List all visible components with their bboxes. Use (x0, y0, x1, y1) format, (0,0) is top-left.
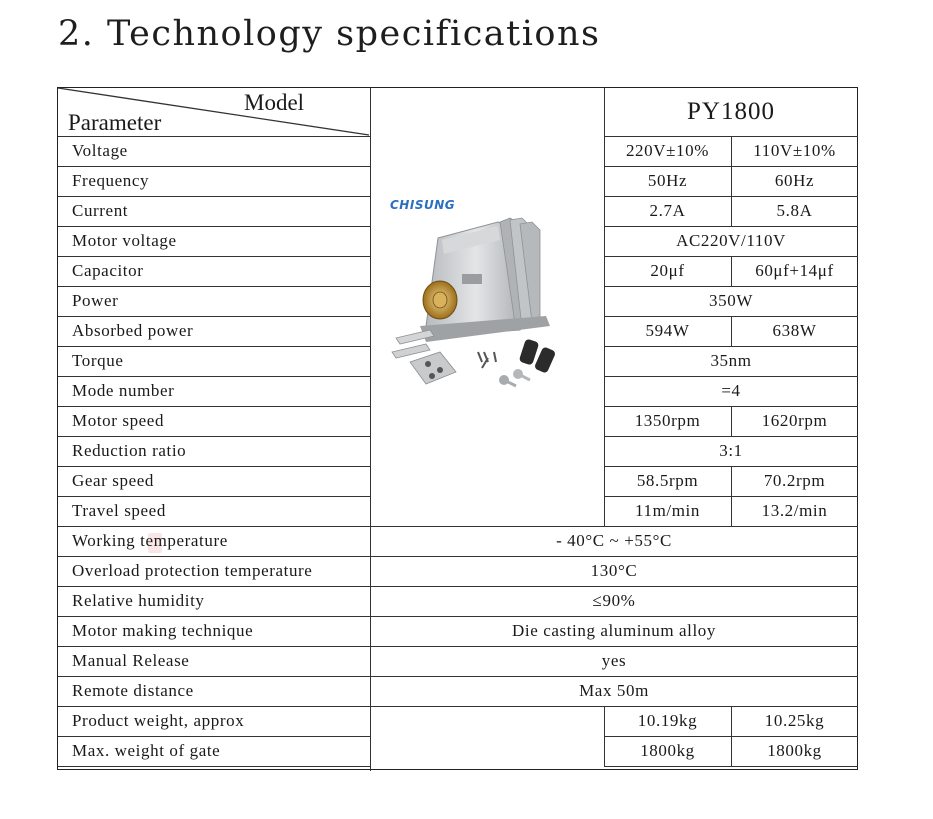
spec-value-220v: 1350rpm (634, 411, 701, 430)
parameter-label: Remote distance (72, 681, 194, 700)
parameter-label: Overload protection temperature (72, 561, 313, 580)
spec-value: Die casting aluminum alloy (512, 621, 716, 640)
parameter-label: Travel speed (72, 501, 166, 520)
parameter-label: Reduction ratio (72, 441, 187, 460)
spec-value-110v: 13.2/min (761, 501, 828, 520)
spec-value-220v: 20μf (650, 261, 685, 280)
motor-body (420, 218, 550, 342)
spec-value-110v: 1620rpm (761, 411, 828, 430)
parameter-label: Current (72, 201, 129, 220)
header-diagonal-divider (58, 88, 370, 136)
spec-value: 35nm (710, 351, 752, 370)
spec-value: 3:1 (719, 441, 743, 460)
value-divider (731, 166, 732, 196)
spec-value-220v: 11m/min (635, 501, 700, 520)
model-name: PY1800 (687, 98, 775, 125)
spec-value: ≤90% (592, 591, 636, 610)
drive-gear (423, 281, 457, 319)
product-image (370, 90, 603, 527)
value-divider (731, 256, 732, 286)
value-divider (731, 136, 732, 166)
parameter-label: Motor voltage (72, 231, 177, 250)
page-title: 2. Technology specifications (58, 14, 601, 54)
parameter-label: Manual Release (72, 651, 190, 670)
value-divider (731, 496, 732, 526)
value-divider (731, 736, 732, 766)
parameter-label: Voltage (72, 141, 128, 160)
row-divider (604, 766, 858, 767)
parameter-label: Mode number (72, 381, 175, 400)
spec-value-110v: 5.8A (776, 201, 813, 220)
spec-value-220v: 58.5rpm (636, 471, 699, 490)
parameter-label: Working temperature (72, 531, 228, 550)
parameter-label: Power (72, 291, 119, 310)
remote-controls (519, 338, 557, 373)
parameter-label: Relative humidity (72, 591, 205, 610)
parameter-label: Motor making technique (72, 621, 254, 640)
spec-value-110v: 1800kg (767, 741, 822, 760)
parameter-label: Max. weight of gate (72, 741, 221, 760)
brand-logo: CHISUNG (390, 198, 456, 212)
spec-value-220v: 220V±10% (625, 141, 710, 160)
screws (478, 352, 496, 368)
value-divider (731, 406, 732, 436)
value-divider (731, 706, 732, 736)
base-plate (410, 352, 456, 384)
parameter-label: Frequency (72, 171, 150, 190)
value-divider (731, 196, 732, 226)
value-divider (731, 466, 732, 496)
gate-opener-motor-image (370, 90, 603, 527)
value-divider (731, 316, 732, 346)
spec-value-110v: 110V±10% (753, 141, 836, 160)
spec-value: - 40°C ~ +55°C (556, 531, 672, 550)
keys (499, 369, 530, 386)
spec-value-220v: 1800kg (640, 741, 695, 760)
spec-value-220v: 10.19kg (637, 711, 698, 730)
model-header-label: Model (244, 90, 305, 115)
spec-value: yes (601, 651, 627, 670)
parameter-label: Absorbed power (72, 321, 194, 340)
spec-value-220v: 2.7A (649, 201, 686, 220)
parameter-label: Capacitor (72, 261, 144, 280)
column-divider (604, 706, 605, 766)
spec-value-110v: 60μf+14μf (755, 261, 834, 280)
spec-value: Max 50m (579, 681, 649, 700)
parameter-header-label: Parameter (68, 110, 162, 135)
row-divider (58, 766, 370, 767)
spec-value: =4 (721, 381, 741, 400)
spec-value-110v: 70.2rpm (763, 471, 826, 490)
spec-value: 130°C (590, 561, 638, 580)
parameter-label: Gear speed (72, 471, 154, 490)
spec-value-220v: 594W (645, 321, 690, 340)
parameter-label: Torque (72, 351, 124, 370)
spec-value-110v: 638W (772, 321, 817, 340)
spec-value-110v: 60Hz (774, 171, 815, 190)
spec-value: AC220V/110V (676, 231, 786, 250)
spec-value-110v: 10.25kg (764, 711, 825, 730)
mounting-brackets (392, 330, 434, 358)
parameter-label: Product weight, approx (72, 711, 245, 730)
spec-table (57, 87, 858, 770)
parameter-label: Motor speed (72, 411, 165, 430)
row-divider (370, 526, 604, 527)
spec-value-220v: 50Hz (647, 171, 688, 190)
spec-value: 350W (709, 291, 753, 310)
